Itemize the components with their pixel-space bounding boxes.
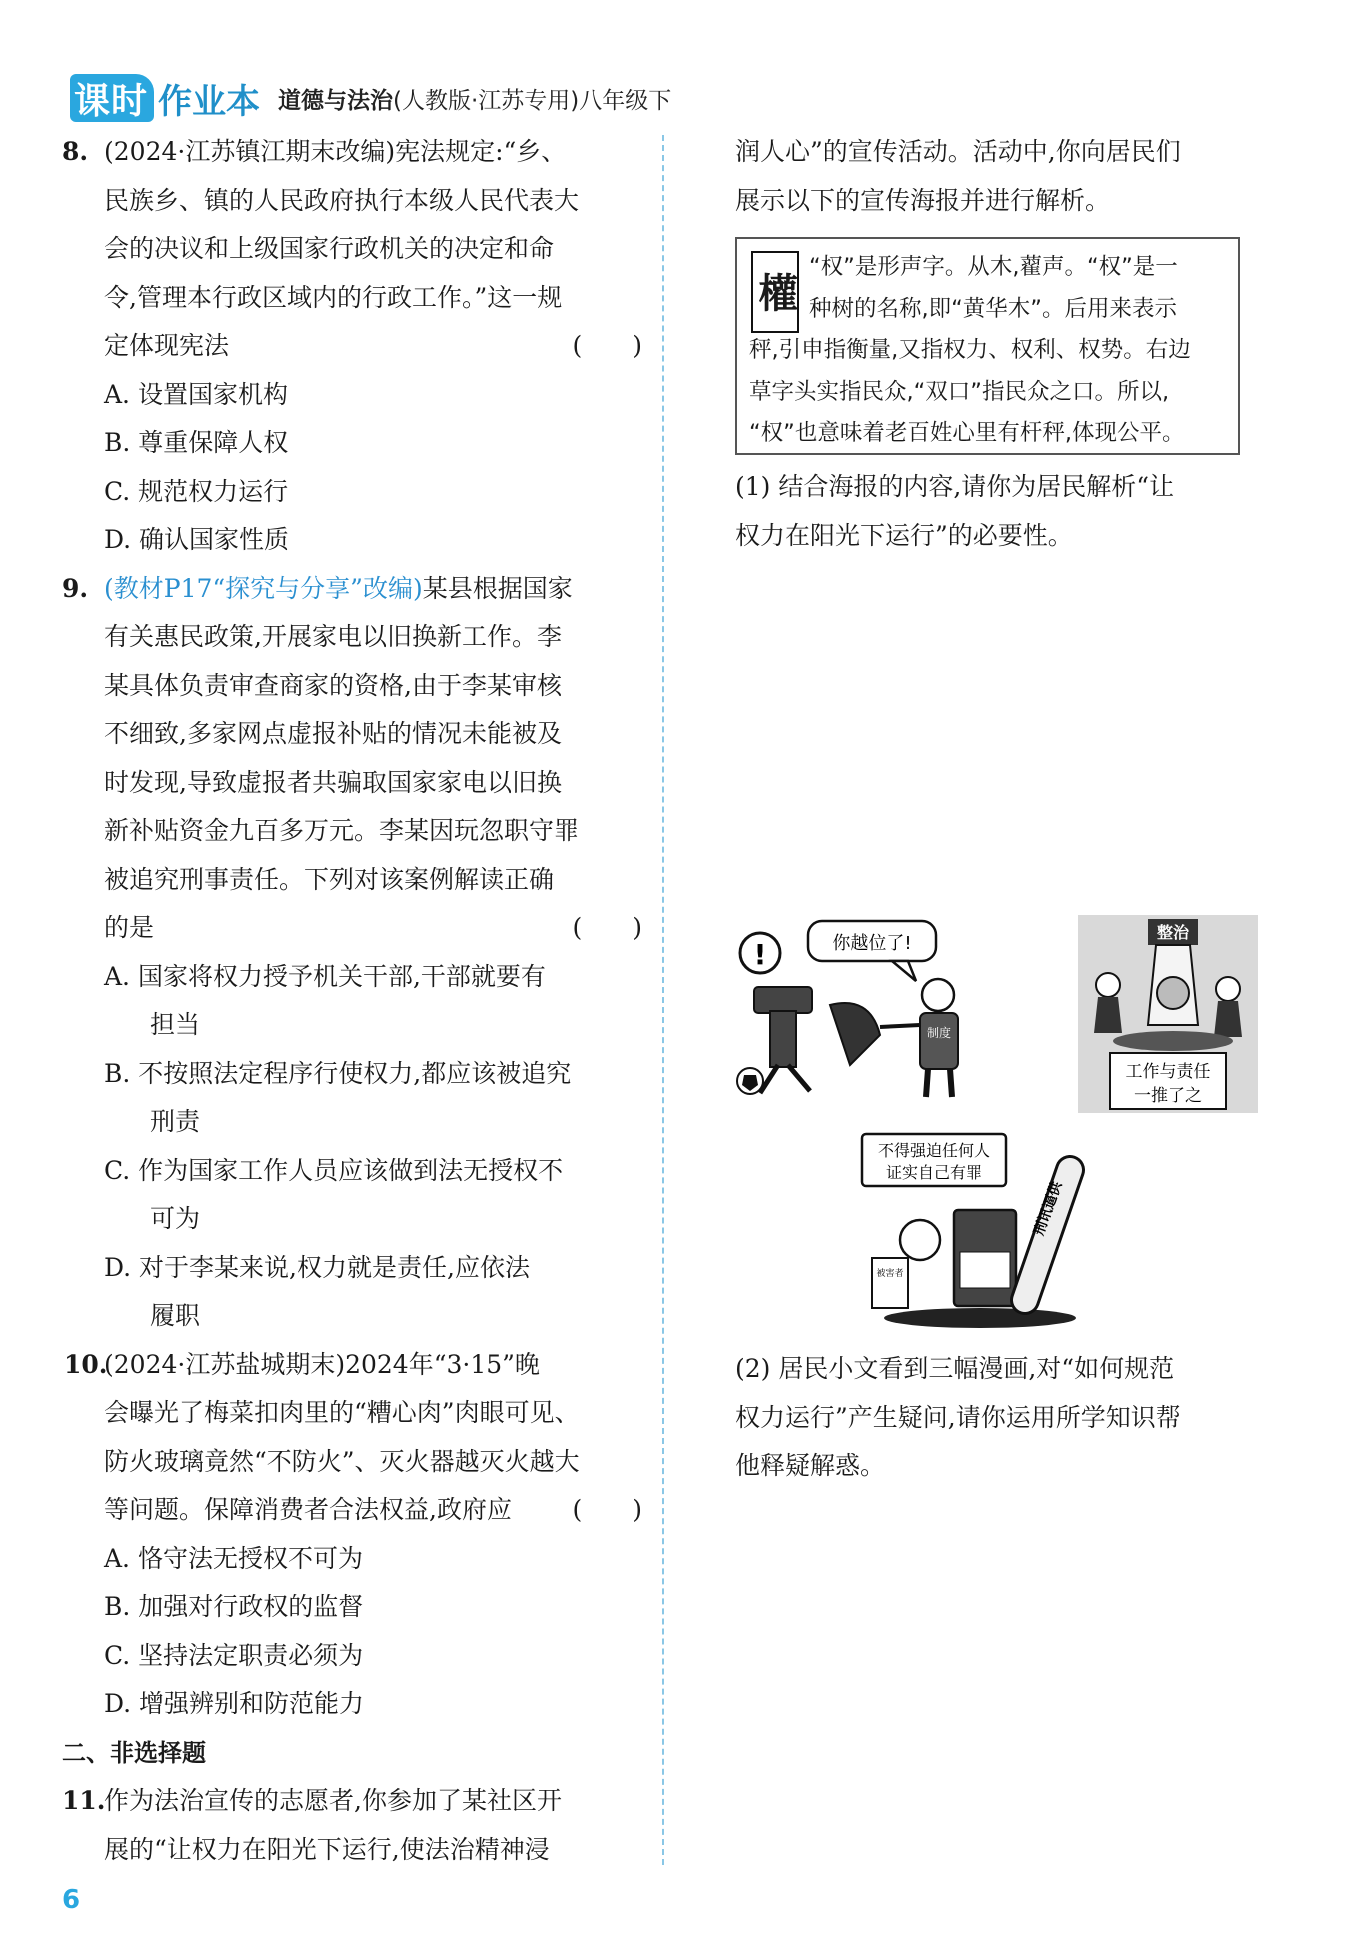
question-text-line: 防火玻璃竟然“不防火”、灭火器越灭火越大 — [104, 1446, 580, 1476]
question-number: 8. — [62, 137, 89, 166]
referee-shirt-text: 制度 — [926, 1026, 952, 1040]
shadow — [884, 1308, 1076, 1328]
question-10 — [62, 1341, 642, 1535]
question-8 — [62, 128, 642, 371]
logo — [70, 74, 154, 122]
page-number: 6 — [62, 1885, 81, 1915]
speech-bubble-line-2: 证实自己有罪 — [885, 1163, 983, 1182]
sub-question-2-line: 他释疑解惑。 — [735, 1451, 886, 1480]
banner-text: 整治 — [1156, 923, 1190, 942]
sub-question-2 — [735, 1345, 1265, 1491]
question-text-line — [104, 565, 642, 614]
seal-character: 權 — [751, 251, 799, 333]
question-text-line: (2024·江苏盐城期末)2024年“3·15”晚 — [104, 1349, 540, 1379]
referee-head — [922, 979, 954, 1011]
right-column — [735, 128, 1265, 560]
option-d-continued: 履职 — [150, 1301, 201, 1330]
question-text: 某县根据国家 — [422, 573, 573, 603]
poster-line: 种树的名称,即“黄华木”。后用来表示 — [809, 295, 1177, 322]
option-b: B. 尊重保障人权 — [104, 428, 289, 457]
sub-question-1: (1) 结合海报的内容,请你为居民解析“让 — [735, 472, 1175, 501]
referee-arm — [880, 1025, 920, 1027]
option-d: D. 增强辨别和防范能力 — [104, 1689, 365, 1718]
question-text-line: 展示以下的宣传海报并进行解析。 — [735, 185, 1111, 215]
question-text-line: 民族乡、镇的人民政府执行本级人民代表大 — [104, 185, 580, 215]
question-text: 等问题。保障消费者合法权益,政府应 — [104, 1495, 512, 1524]
sign-line-2: 一推了之 — [1134, 1086, 1202, 1106]
speech-bubble-line-1: 不得强迫任何人 — [877, 1141, 991, 1160]
column-divider — [662, 135, 664, 1865]
edition: (人教版·江苏专用)八年级下 — [393, 87, 672, 114]
option-b-continued: 刑责 — [150, 1107, 201, 1136]
speech-bubble-tail — [892, 961, 916, 981]
question-text-line: 展的“让权力在阳光下运行,使法治精神浸 — [104, 1834, 550, 1864]
answer-blank: ( ) — [572, 1495, 642, 1524]
option-c: C. 规范权力运行 — [104, 476, 289, 506]
sub-question-2-line: 权力运行”产生疑问,请你运用所学知识帮 — [735, 1402, 1181, 1432]
cartoon-shirking — [1078, 915, 1258, 1113]
question-text-line: 作为法治宣传的志愿者,你参加了某社区开 — [104, 1786, 562, 1815]
question-text-line: 会曝光了梅菜扣肉里的“糟心肉”肉眼可见、 — [104, 1398, 580, 1427]
sub-question-2-line: (2) 居民小文看到三幅漫画,对“如何规范 — [735, 1354, 1175, 1383]
law-book-label — [960, 1252, 1010, 1288]
poster-line: “权”是形声字。从木,藋声。“权”是一 — [809, 254, 1178, 280]
option-a: A. 设置国家机构 — [104, 379, 288, 409]
question-text-line — [104, 322, 642, 371]
question-text-line: 时发现,导致虚报者共骗取国家家电以旧换 — [104, 767, 562, 797]
question-text: 的是 — [104, 913, 155, 942]
book-title — [278, 82, 671, 115]
subject: 道德与法治 — [278, 87, 394, 114]
poster-line: 草字头实指民众,“双口”指民众之口。所以, — [749, 378, 1170, 405]
question-text-line: 某具体负责审查商家的资格,由于李某审核 — [104, 670, 562, 700]
sub-question-1-continued: 权力在阳光下运行”的必要性。 — [735, 520, 1073, 550]
option-d: D. 确认国家性质 — [104, 525, 290, 554]
exclaim-text: ! — [753, 938, 767, 971]
cartoon-offside-drawing — [730, 915, 1060, 1105]
sign-line-1: 工作与责任 — [1125, 1062, 1211, 1082]
question-9 — [62, 565, 642, 953]
power-character-body — [770, 1011, 796, 1067]
question-text-line: 被追究刑事责任。下列对该案例解读正确 — [104, 864, 555, 894]
option-c: C. 作为国家工作人员应该做到法无授权不 — [104, 1155, 564, 1185]
referee-flag-cloth — [830, 1003, 880, 1065]
right-official-body — [1214, 1001, 1242, 1037]
left-official-head — [1096, 973, 1120, 997]
question-text-line: 有关惠民政策,开展家电以旧换新工作。李 — [104, 622, 562, 651]
option-b: B. 加强对行政权的监督 — [104, 1592, 364, 1621]
power-character-legs — [760, 1065, 810, 1093]
logo-text: 课时 — [74, 80, 149, 122]
question-number: 9. — [62, 573, 89, 603]
referee-legs — [926, 1069, 952, 1097]
referee-body — [920, 1013, 958, 1069]
option-a: A. 恪守法无授权不可为 — [104, 1543, 363, 1573]
option-b: B. 不按照法定程序行使权力,都应该被追究 — [104, 1058, 572, 1088]
section-heading: 二、非选择题 — [62, 1738, 206, 1767]
question-source: (教材P17“探究与分享”改编) — [104, 573, 423, 603]
option-d: D. 对于李某来说,权力就是责任,应依法 — [104, 1252, 530, 1282]
question-text-line: (2024·江苏镇江期末改编)宪法规定:“乡、 — [104, 137, 567, 166]
question-text-line: 令,管理本行政区域内的行政工作。”这一规 — [104, 282, 563, 312]
poster-box — [735, 237, 1240, 455]
speech-bubble-text: 你越位了! — [832, 933, 912, 954]
question-text-line: 会的决议和上级国家行政机关的决定和命 — [104, 234, 555, 263]
cartoon-offside — [730, 915, 1060, 1105]
question-11 — [62, 1777, 642, 1874]
question-text-line: 润人心”的宣传活动。活动中,你向居民们 — [735, 137, 1181, 166]
option-a-continued: 担当 — [150, 1010, 201, 1039]
question-number: 11. — [62, 1786, 106, 1815]
logo-subtitle: 作业本 — [158, 81, 261, 122]
header — [70, 72, 671, 124]
power-character-top — [754, 987, 812, 1013]
option-c-continued: 可为 — [150, 1204, 201, 1233]
answer-blank: ( ) — [572, 331, 642, 360]
question-text-line: 不细致,多家网点虚报补贴的情况未能被及 — [104, 719, 562, 748]
club-text: 刑讯逼供 — [1031, 1179, 1066, 1238]
question-text-line — [104, 1486, 642, 1535]
question-text-line: 新补贴资金九百多万元。李某因玩忽职守罪 — [104, 816, 580, 845]
question-text-line — [104, 904, 642, 953]
option-c: C. 坚持法定职责必须为 — [104, 1640, 364, 1670]
victim-paper-text: 被害者 — [876, 1269, 904, 1279]
left-column — [62, 128, 642, 1874]
left-official-body — [1094, 997, 1122, 1033]
cartoon-confession-drawing — [860, 1130, 1120, 1330]
right-official-head — [1216, 977, 1240, 1001]
poster-line: 秤,引申指衡量,又指权力、权利、权势。右边 — [749, 337, 1191, 363]
answer-blank: ( ) — [572, 913, 642, 942]
cartoon-confession — [860, 1130, 1120, 1330]
question-number: 10. — [64, 1349, 108, 1379]
cartoon-shirking-drawing — [1078, 915, 1258, 1113]
stage — [1113, 1031, 1233, 1051]
victim-head — [900, 1220, 940, 1260]
poster-line: “权”也意味着老百姓心里有杆秤,体现公平。 — [749, 420, 1185, 446]
victim-paper — [872, 1258, 908, 1308]
question-text: 定体现宪法 — [104, 331, 230, 360]
option-a: A. 国家将权力授予机关干部,干部就要有 — [104, 961, 546, 991]
hand — [1157, 977, 1189, 1009]
